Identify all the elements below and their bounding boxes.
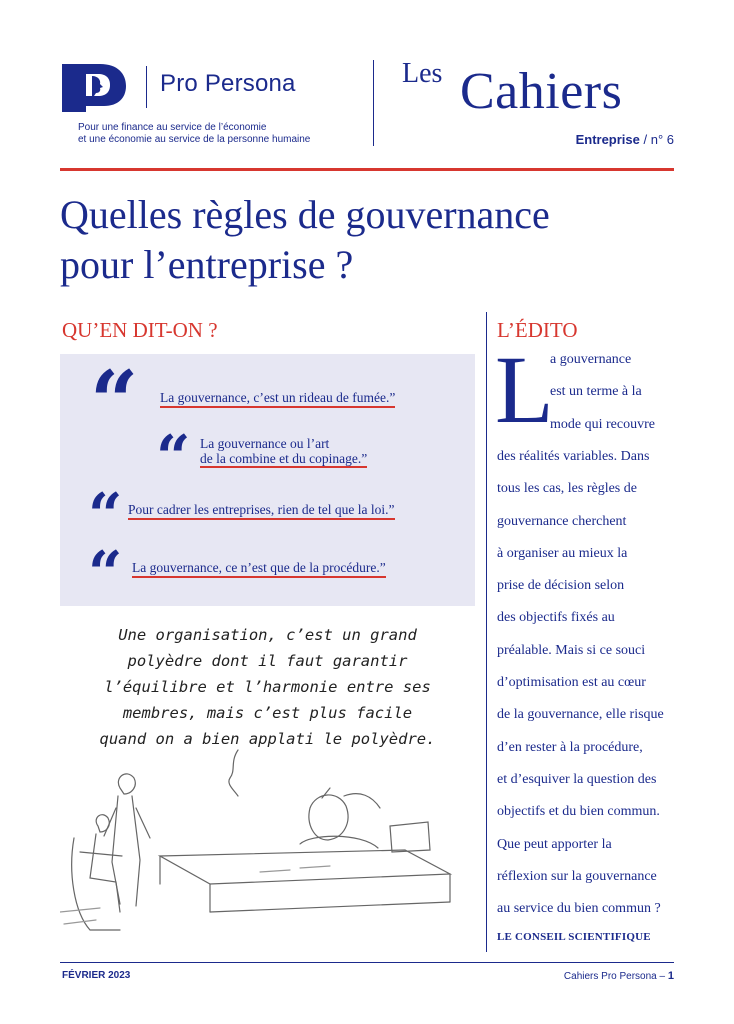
footer-rule bbox=[60, 962, 674, 963]
footer-publication bbox=[564, 970, 674, 982]
tagline bbox=[78, 122, 310, 146]
section-heading-edito: L’ÉDITO bbox=[497, 318, 578, 342]
pro-persona-logo-icon bbox=[60, 62, 130, 114]
logo-separator bbox=[146, 66, 147, 108]
cartoon-caption-line-2: polyèdre dont il faut garantir bbox=[127, 652, 408, 670]
issue-label bbox=[576, 132, 674, 147]
cartoon-caption-line-5: quand on a bien applati le polyèdre. bbox=[99, 730, 436, 748]
edito-line: réflexion sur la gouvernance bbox=[497, 868, 657, 884]
quote-2-line-2: de la combine et du copinage.” bbox=[200, 451, 368, 466]
edito-line: tous les cas, les règles de bbox=[497, 481, 637, 497]
edito-line: d’optimisation est au cœur bbox=[497, 675, 646, 690]
quote-mark-icon: “ bbox=[90, 352, 139, 451]
edito-line: au service du bien commun ? bbox=[497, 901, 661, 917]
quote-1-text: La gouvernance, c’est un rideau de fumée.” bbox=[160, 390, 395, 408]
cartoon-caption-line-1: Une organisation, c’est un grand bbox=[118, 626, 417, 644]
section-heading-quotes: QU’EN DIT-ON ? bbox=[62, 318, 218, 342]
cartoon-caption-line-4: membres, mais c’est plus facile bbox=[122, 704, 413, 722]
issue-category: Entreprise bbox=[575, 132, 640, 147]
edito-line: préalable. Mais si ce souci bbox=[497, 642, 646, 658]
quote-mark-icon: “ bbox=[88, 539, 123, 609]
edito-line: mode qui recouvre bbox=[550, 416, 655, 432]
edito-line: Que peut apporter la bbox=[497, 836, 612, 852]
page-number: 1 bbox=[667, 970, 674, 982]
header-rule bbox=[60, 168, 674, 171]
edito-line: gouvernance cherchent bbox=[497, 513, 627, 529]
quote-2-line-1: La gouvernance ou l’art bbox=[200, 436, 330, 451]
tagline-line-2: et une économie au service de la personne humaine bbox=[78, 134, 311, 145]
quote-3-text: Pour cadrer les entreprises, rien de tel que la loi.” bbox=[128, 502, 395, 520]
quote-mark-icon: “ bbox=[88, 481, 123, 551]
edito-line: de la gouvernance, elle risque bbox=[497, 707, 664, 723]
quotes-box bbox=[60, 352, 475, 609]
edito-line: des réalités variables. Dans bbox=[497, 448, 650, 464]
quote-mark-icon: “ bbox=[156, 423, 191, 493]
edito-line: objectifs et du bien commun. bbox=[497, 804, 660, 820]
edito-line: est un terme à la bbox=[550, 384, 642, 400]
column-separator bbox=[486, 312, 487, 952]
edito-signature: LE CONSEIL SCIENTIFIQUE bbox=[497, 931, 651, 943]
cartoon-caption-line-3: l’équilibre et l’harmonie entre ses bbox=[104, 678, 431, 696]
cartoon-caption bbox=[60, 622, 475, 752]
brand-name: Pro Persona bbox=[160, 70, 296, 97]
quote-4-text: La gouvernance, ce n’est que de la procédure.” bbox=[132, 560, 386, 578]
edito-line: prise de décision selon bbox=[497, 578, 625, 594]
page-title-line-1: Quelles règles de gouvernance bbox=[60, 192, 550, 237]
page-title bbox=[60, 190, 680, 290]
publication-cahiers: Cahiers bbox=[460, 63, 623, 120]
tagline-line-1: Pour une finance au service de l’économie bbox=[78, 122, 267, 133]
quote-2-text bbox=[200, 436, 367, 469]
page-title-line-2: pour l’entreprise ? bbox=[60, 242, 354, 287]
edito-line: a gouvernance bbox=[550, 352, 632, 367]
edito-dropcap: L bbox=[495, 336, 554, 443]
footer-date: FÉVRIER 2023 bbox=[62, 970, 131, 981]
edito-line: des objectifs fixés au bbox=[497, 610, 615, 626]
edito-line: à organiser au mieux la bbox=[497, 545, 628, 561]
publication-les: Les bbox=[402, 58, 443, 89]
footer-publication-name: Cahiers Pro Persona – bbox=[563, 971, 668, 982]
issue-number: / n° 6 bbox=[639, 132, 674, 147]
header-separator bbox=[373, 60, 374, 146]
edito-line: et d’esquiver la question des bbox=[497, 771, 657, 787]
edito-line: d’en rester à la procédure, bbox=[497, 739, 643, 755]
